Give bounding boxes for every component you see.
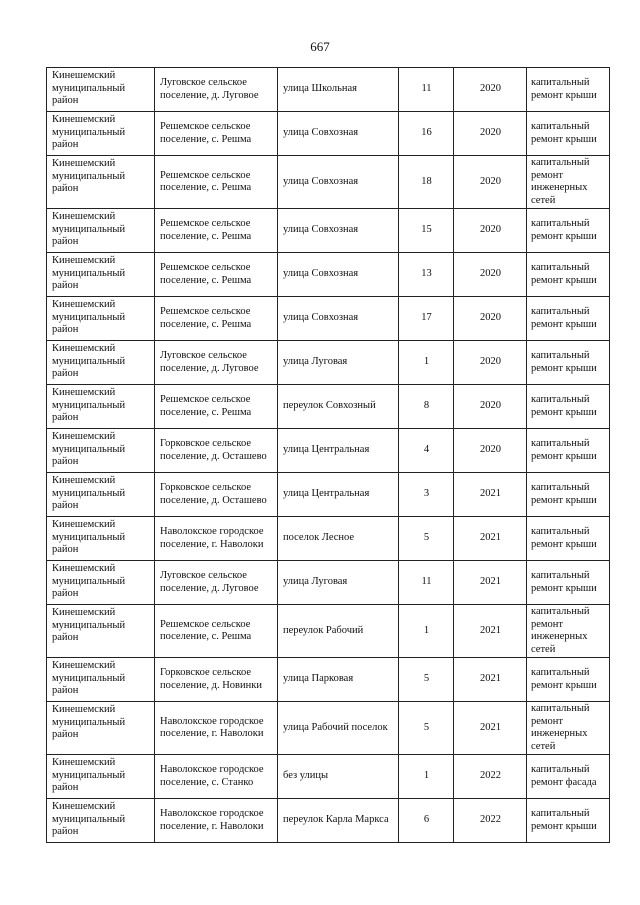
street-cell: переулок Рабочий — [278, 605, 399, 658]
street-cell: улица Совхозная — [278, 297, 399, 341]
house-number-cell: 18 — [399, 156, 454, 209]
settlement-cell: Решемское сельское поселение, с. Решма — [155, 209, 278, 253]
year-cell: 2020 — [454, 253, 527, 297]
year-cell: 2020 — [454, 209, 527, 253]
table-row — [47, 253, 610, 297]
district-cell: Кинешемский муниципальный район — [47, 68, 155, 112]
street-cell: улица Луговая — [278, 561, 399, 605]
work-type-cell: капитальный ремонт крыши — [527, 68, 610, 112]
year-cell: 2021 — [454, 517, 527, 561]
work-type-cell: капитальный ремонт фасада — [527, 755, 610, 799]
work-type-cell: капитальный ремонт крыши — [527, 473, 610, 517]
year-cell: 2020 — [454, 429, 527, 473]
settlement-cell: Наволокское городское поселение, г. Наволоки — [155, 799, 278, 843]
settlement-cell: Наволокское городское поселение, г. Наволоки — [155, 517, 278, 561]
work-type-cell: капитальный ремонт инженерных сетей — [527, 156, 610, 209]
year-cell: 2021 — [454, 473, 527, 517]
house-number-cell: 15 — [399, 209, 454, 253]
year-cell: 2022 — [454, 799, 527, 843]
settlement-cell: Горковское сельское поселение, д. Новинки — [155, 658, 278, 702]
street-cell: улица Совхозная — [278, 209, 399, 253]
year-cell: 2021 — [454, 605, 527, 658]
table-row — [47, 156, 610, 209]
settlement-cell: Наволокское городское поселение, с. Станко — [155, 755, 278, 799]
work-type-cell: капитальный ремонт крыши — [527, 297, 610, 341]
street-cell: поселок Лесное — [278, 517, 399, 561]
district-cell: Кинешемский муниципальный район — [47, 429, 155, 473]
table-row — [47, 297, 610, 341]
table-row — [47, 605, 610, 658]
table-row — [47, 517, 610, 561]
settlement-cell: Горковское сельское поселение, д. Осташево — [155, 429, 278, 473]
repair-schedule-table — [46, 67, 610, 843]
settlement-cell: Решемское сельское поселение, с. Решма — [155, 156, 278, 209]
street-cell: улица Совхозная — [278, 112, 399, 156]
year-cell: 2020 — [454, 385, 527, 429]
district-cell: Кинешемский муниципальный район — [47, 605, 155, 658]
house-number-cell: 1 — [399, 341, 454, 385]
house-number-cell: 17 — [399, 297, 454, 341]
table-row — [47, 112, 610, 156]
house-number-cell: 8 — [399, 385, 454, 429]
district-cell: Кинешемский муниципальный район — [47, 341, 155, 385]
street-cell: улица Школьная — [278, 68, 399, 112]
table-row — [47, 473, 610, 517]
house-number-cell: 3 — [399, 473, 454, 517]
house-number-cell: 6 — [399, 799, 454, 843]
year-cell: 2022 — [454, 755, 527, 799]
table-row — [47, 341, 610, 385]
house-number-cell: 11 — [399, 68, 454, 112]
table-row — [47, 209, 610, 253]
street-cell: улица Совхозная — [278, 156, 399, 209]
house-number-cell: 1 — [399, 755, 454, 799]
street-cell: улица Совхозная — [278, 253, 399, 297]
house-number-cell: 5 — [399, 517, 454, 561]
settlement-cell: Решемское сельское поселение, с. Решма — [155, 297, 278, 341]
street-cell: переулок Карла Маркса — [278, 799, 399, 843]
work-type-cell: капитальный ремонт крыши — [527, 385, 610, 429]
year-cell: 2021 — [454, 561, 527, 605]
district-cell: Кинешемский муниципальный район — [47, 702, 155, 755]
district-cell: Кинешемский муниципальный район — [47, 385, 155, 429]
year-cell: 2021 — [454, 702, 527, 755]
table-row — [47, 68, 610, 112]
street-cell: улица Рабочий поселок — [278, 702, 399, 755]
table-row — [47, 385, 610, 429]
settlement-cell: Луговское сельское поселение, д. Луговое — [155, 341, 278, 385]
settlement-cell: Решемское сельское поселение, с. Решма — [155, 112, 278, 156]
work-type-cell: капитальный ремонт крыши — [527, 799, 610, 843]
table-row — [47, 429, 610, 473]
street-cell: без улицы — [278, 755, 399, 799]
street-cell: переулок Совхозный — [278, 385, 399, 429]
district-cell: Кинешемский муниципальный район — [47, 156, 155, 209]
work-type-cell: капитальный ремонт инженерных сетей — [527, 605, 610, 658]
district-cell: Кинешемский муниципальный район — [47, 658, 155, 702]
year-cell: 2020 — [454, 112, 527, 156]
district-cell: Кинешемский муниципальный район — [47, 297, 155, 341]
table-row — [47, 658, 610, 702]
table-row — [47, 799, 610, 843]
house-number-cell: 4 — [399, 429, 454, 473]
work-type-cell: капитальный ремонт инженерных сетей — [527, 702, 610, 755]
district-cell: Кинешемский муниципальный район — [47, 473, 155, 517]
settlement-cell: Решемское сельское поселение, с. Решма — [155, 385, 278, 429]
district-cell: Кинешемский муниципальный район — [47, 517, 155, 561]
house-number-cell: 1 — [399, 605, 454, 658]
work-type-cell: капитальный ремонт крыши — [527, 429, 610, 473]
table-row — [47, 702, 610, 755]
work-type-cell: капитальный ремонт крыши — [527, 112, 610, 156]
settlement-cell: Луговское сельское поселение, д. Луговое — [155, 68, 278, 112]
work-type-cell: капитальный ремонт крыши — [527, 517, 610, 561]
house-number-cell: 16 — [399, 112, 454, 156]
house-number-cell: 5 — [399, 658, 454, 702]
house-number-cell: 13 — [399, 253, 454, 297]
district-cell: Кинешемский муниципальный район — [47, 253, 155, 297]
district-cell: Кинешемский муниципальный район — [47, 561, 155, 605]
settlement-cell: Горковское сельское поселение, д. Осташево — [155, 473, 278, 517]
page-number: 667 — [310, 39, 330, 54]
year-cell: 2020 — [454, 68, 527, 112]
work-type-cell: капитальный ремонт крыши — [527, 341, 610, 385]
street-cell: улица Луговая — [278, 341, 399, 385]
street-cell: улица Центральная — [278, 473, 399, 517]
street-cell: улица Центральная — [278, 429, 399, 473]
year-cell: 2021 — [454, 658, 527, 702]
district-cell: Кинешемский муниципальный район — [47, 755, 155, 799]
table-row — [47, 755, 610, 799]
district-cell: Кинешемский муниципальный район — [47, 799, 155, 843]
district-cell: Кинешемский муниципальный район — [47, 112, 155, 156]
house-number-cell: 11 — [399, 561, 454, 605]
year-cell: 2020 — [454, 297, 527, 341]
work-type-cell: капитальный ремонт крыши — [527, 209, 610, 253]
work-type-cell: капитальный ремонт крыши — [527, 561, 610, 605]
year-cell: 2020 — [454, 341, 527, 385]
settlement-cell: Луговское сельское поселение, д. Луговое — [155, 561, 278, 605]
table-row — [47, 561, 610, 605]
work-type-cell: капитальный ремонт крыши — [527, 253, 610, 297]
street-cell: улица Парковая — [278, 658, 399, 702]
district-cell: Кинешемский муниципальный район — [47, 209, 155, 253]
year-cell: 2020 — [454, 156, 527, 209]
house-number-cell: 5 — [399, 702, 454, 755]
settlement-cell: Решемское сельское поселение, с. Решма — [155, 605, 278, 658]
settlement-cell: Решемское сельское поселение, с. Решма — [155, 253, 278, 297]
work-type-cell: капитальный ремонт крыши — [527, 658, 610, 702]
settlement-cell: Наволокское городское поселение, г. Наволоки — [155, 702, 278, 755]
